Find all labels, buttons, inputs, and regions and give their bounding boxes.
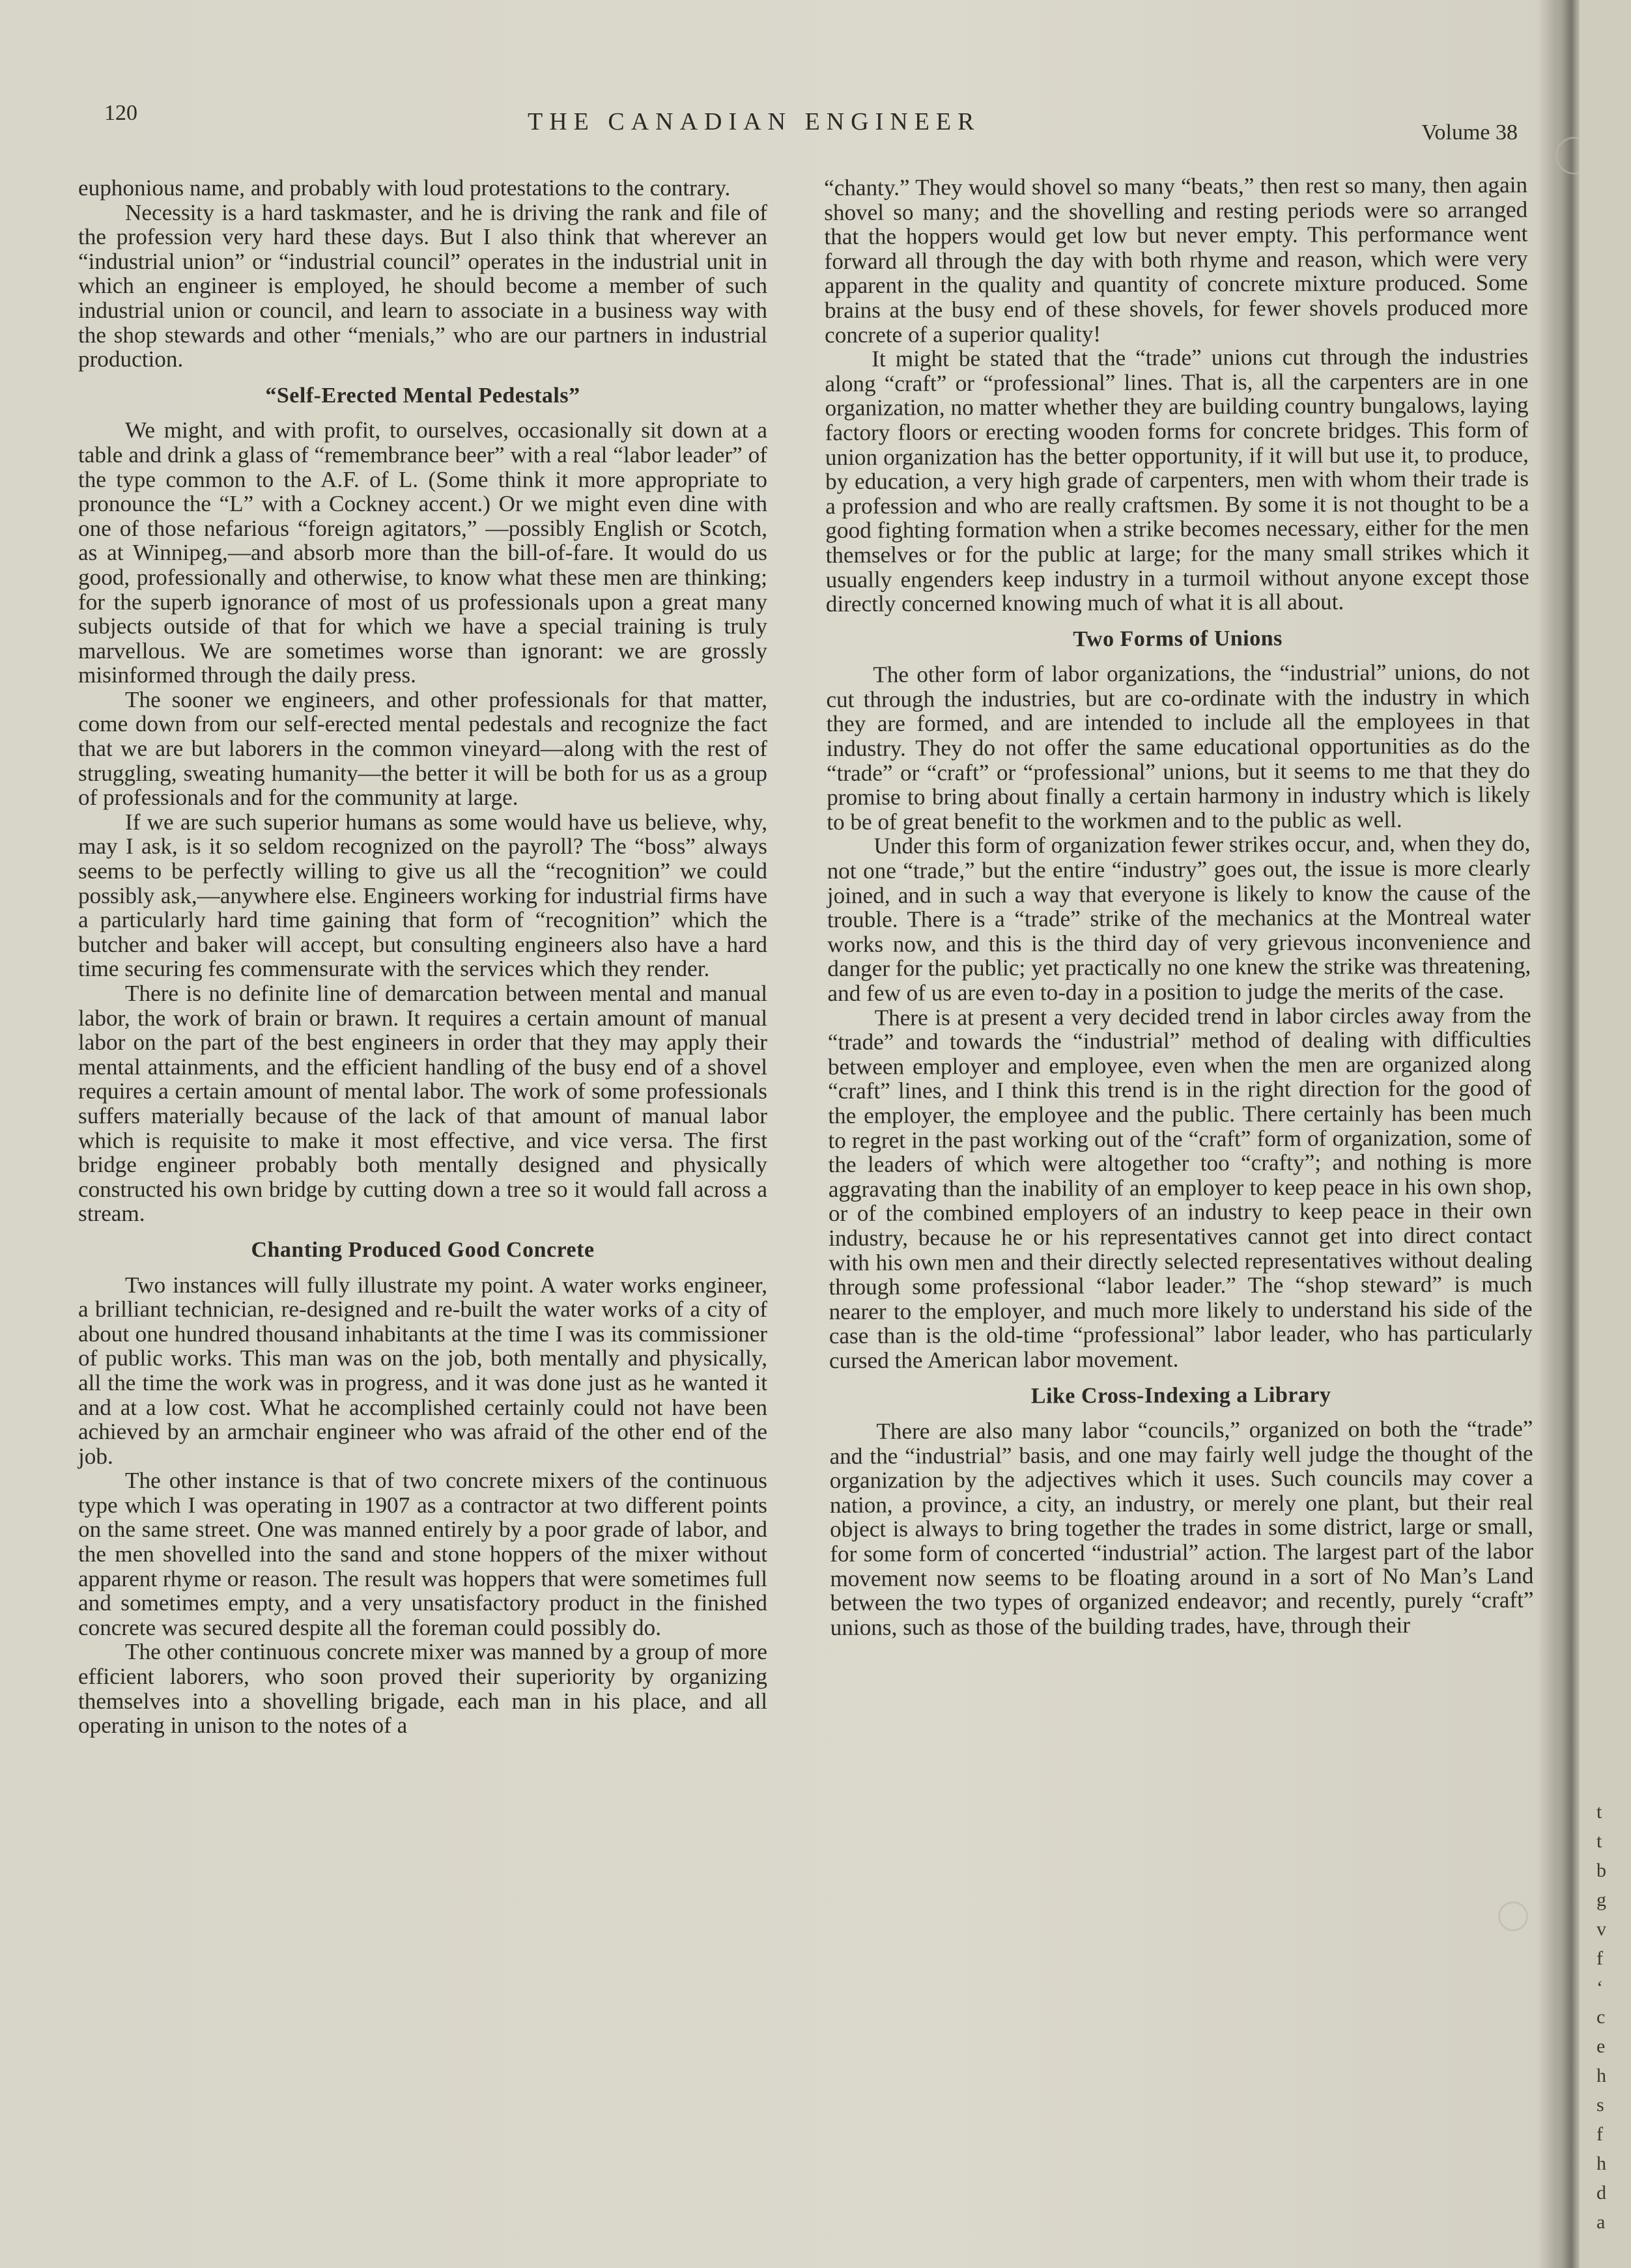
paragraph: euphonious name, and probably with loud protestations to the contrary. bbox=[78, 175, 731, 201]
paragraph: We might, and with profit, to ourselves, occasionally sit down at a table and drink a glass of “remembrance beer” with a real “labor leader” of the type common to the A.F. of L. (Some think it more appropriate to pronounce the “L” with a Cockney accent.) Or we might even dine with one of those nefarious “foreign agitators,” —possibly English or Scotch, as at Winnipeg,—and absorb more than the bill-of-fare. It would do us good, professionally and otherwise, to know what these men are thinking; for the superb ignorance of most of us professionals upon a great many subjects outside of that for which we have a special training is truly marvellous. We are sometimes worse than ignorant: we are grossly misinformed through the daily press. bbox=[78, 417, 767, 688]
paragraph: Necessity is a hard taskmaster, and he is driving the rank and file of the profession very hard these days. But I also think that wherever an “industrial union” or “industrial council” operates in the industrial unit in which an engineer is employed, he should become a member of such industrial union or council, and learn to associate in a business way with the shop stewards and other “menials,” who are our partners in industrial production. bbox=[78, 199, 767, 372]
right-column bbox=[824, 173, 1534, 1640]
adjacent-page-edge bbox=[1580, 0, 1631, 2268]
section-heading: Chanting Produced Good Concrete bbox=[251, 1237, 595, 1262]
paragraph: If we are such superior humans as some would have us believe, why, may I ask, is it so seldom recognized on the payroll? The “boss” always seems to be perfectly willing to give us all the “recognition” we could possibly ask,—anywhere else. Engineers working for industrial firms have a particularly hard time gaining that form of “recognition” which the butcher and baker will accept, but consulting engineers also have a hard time securing fes commensurate with the services which they render. bbox=[78, 809, 767, 982]
binding-gutter bbox=[1537, 0, 1583, 2268]
paragraph: Under this form of organization fewer strikes occur, and, when they do, not one “trade,” but the entire “industry” goes out, the issue is more clearly joined, and in such a way that everyone is likely to know the cause of the trouble. There is a “trade” strike of the mechanics at the Montreal water works now, and this is the third day of very grievous inconvenience and danger for the public; yet practically no one knew the strike was threatening, and few of us are even to-day in a position to judge the merits of the case. bbox=[827, 830, 1531, 1006]
paragraph: The other form of labor organizations, the “industrial” unions, do not cut through the industries, but are co-ordinate with the industry in which they are formed, and are intended to include all the employees in that industry. They do not offer the same educational opportunities as do the “trade” or “craft” or “professional” unions, but it seems to me that they do promise to bring about finally a certain harmony in industry which is likely to be of great benefit to the workmen and to the public as well. bbox=[826, 659, 1531, 835]
paragraph: There is no definite line of demarcation between mental and manual labor, the work of brain or brawn. It requires a certain amount of manual labor on the part of the best engineers in order that they may apply their mental attainments, and the efficient handling of the busy end of a shovel requires a certain amount of mental labor. The work of some professionals suffers materially because of the lack of that amount of manual labor which is requisite to make it most effective, and vice versa. The first bridge engineer probably both mentally designed and physically constructed his own bridge by cutting down a tree so it would fall across a stream. bbox=[78, 981, 767, 1227]
left-column bbox=[78, 176, 767, 1738]
section-heading: Like Cross-Indexing a Library bbox=[1030, 1382, 1331, 1408]
paragraph: It might be stated that the “trade” unions cut through the industries along “craft” or “professional” lines. That is, all the carpenters are in one organization, no matter whether they are building country bungalows, laying factory floors or erecting wooden forms for concrete bridges. This form of union organization has the better opportunity, if it will but use it, to produce, by education, a very high grade of carpenters, men with whom their trade is a profession and who are really craftsmen. By some it is not thought to be a good fighting formation when a strike becomes necessary, either for the men themselves or for the public at large; for the many small strikes which it usually engenders keep industry in a turmoil without anyone except those directly concerned knowing much of what it is all about. bbox=[825, 343, 1529, 617]
section-heading: “Self-Erected Mental Pedestals” bbox=[265, 383, 580, 408]
volume-label: Volume 38 bbox=[1421, 120, 1518, 145]
section-heading: Two Forms of Unions bbox=[1073, 626, 1283, 652]
journal-title: THE CANADIAN ENGINEER bbox=[528, 108, 981, 135]
paragraph: The sooner we engineers, and other professionals for that matter, come down from our self-erected mental pedestals and recognize the fact that we are but laborers in the common vineyard—along with the rest of struggling, sweating humanity—the better it will be both for us as a group of professionals and for the community at large. bbox=[78, 686, 767, 811]
paragraph: The other continuous concrete mixer was manned by a group of more efficient laborers, who soon proved their superiority by organizing themselves into a shovelling brigade, each man in his place, and all operating in unison to the notes of a bbox=[78, 1639, 767, 1739]
paragraph: There is at present a very decided trend in labor circles away from the “trade” and towards the “industrial” method of dealing with difficulties between employer and employee, even when the men are organized along “craft” lines, and I think this trend is in the right direction for the good of the employer, the employee and the public. There certainly has been much to regret in the past working out of the “craft” form of organization, some of the leaders of which were altogether too “crafty”; and nothing is more aggravating than the inability of an employer to keep peace in his own shop, or of the combined employers of an industry to keep peace in their own industry, because he or his representatives cannot get into direct contact with his own men and their directly selected representatives without dealing through some professional “labor leader.” The “shop steward” is much nearer to the employer, and much more likely to understand his side of the case than is the old-time “professional” labor leader, who has particularly cursed the American labor movement. bbox=[827, 1001, 1533, 1373]
paragraph: The other instance is that of two concrete mixers of the continuous type which I was operating in 1907 as a contractor at two different points on the same street. One was manned entirely by a poor grade of labor, and the men shovelled into the sand and stone hoppers of the mixer without apparent rhyme or reason. The result was hoppers that were sometimes full and sometimes empty, and a very unsatisfactory product in the finished concrete was secured despite all the foreman could possibly do. bbox=[78, 1468, 767, 1640]
paper-blemish-icon bbox=[1498, 1901, 1528, 1931]
running-header bbox=[104, 101, 1518, 145]
paragraph: There are also many labor “councils,” organized on both the “trade” and the “industrial” basis, and one may fairly well judge the thought of the organization by the adjectives which it uses. Such councils may cover a nation, a province, a city, an industry, or merely one plant, but their real object is always to bring together the trades in some district, large or small, for some form of concerted “industrial” action. The largest part of the labor movement now seems to be floating around in a sort of No Man’s Land between the two types of organized endeavor; and recently, purely “craft” unions, such as those of the building trades, have, through their bbox=[829, 1416, 1534, 1640]
adjacent-page-letters: t t b g v f ‘ c e h s f h d a bbox=[1596, 1801, 1606, 2233]
page-number: 120 bbox=[104, 101, 137, 125]
paragraph: “chanty.” They would shovel so many “beats,” then rest so many, then again shovel so many; and the shovelling and resting periods were so arranged that the hoppers would get low but never empty. This performance went forward all through the day with both rhyme and reason, which were very apparent in the quality and quantity of concrete mixture produced. Some brains at the busy end of these shovels, for fewer shovels produced more concrete of a superior quality! bbox=[823, 172, 1528, 348]
paragraph: Two instances will fully illustrate my point. A water works engineer, a brilliant technician, re-designed and re-built the water works of a city of about one hundred thousand inhabitants at the time I was its commissioner of public works. This man was on the job, both mentally and physically, all the time the work was in progress, and it was done just as he wanted it and at a low cost. What he accomplished certainly could not have been achieved by an armchair engineer who was afraid of the other end of the job. bbox=[78, 1272, 767, 1469]
